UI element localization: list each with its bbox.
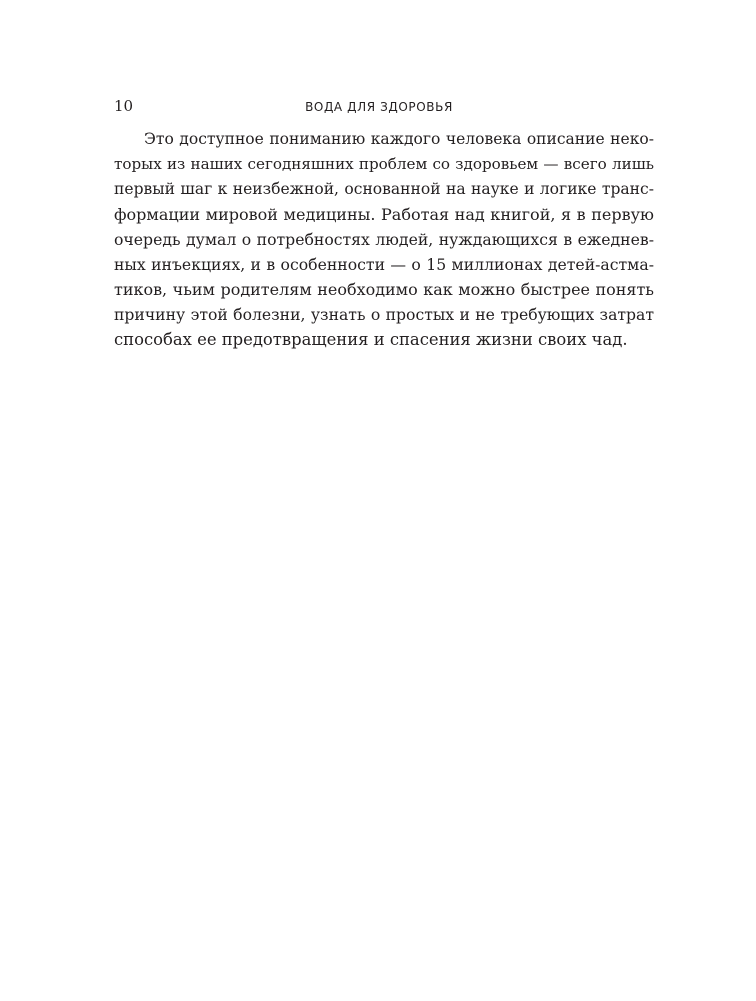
- paragraph-line: тиков, чьим родителям необходимо как можно быстрее понять: [114, 280, 654, 299]
- running-head: [114, 96, 644, 116]
- paragraph-line: причину этой болезни, узнать о простых и не требующих затрат: [114, 305, 654, 324]
- paragraph-line: очередь думал о потребностях людей, нуждающихся в ежеднев-: [114, 230, 654, 249]
- paragraph-line: способах ее предотвращения и спасения жизни своих чад.: [114, 330, 628, 349]
- paragraph-line: торых из наших сегодняшних проблем со здоровьем — всего лишь: [114, 155, 654, 173]
- body-paragraph: [114, 127, 654, 352]
- book-title: ВОДА ДЛЯ ЗДОРОВЬЯ: [305, 100, 453, 114]
- paragraph-line: Это доступное пониманию каждого человека описание неко-: [144, 130, 654, 148]
- paragraph-line: ных инъекциях, и в особенности — о 15 миллионах детей-астма-: [114, 255, 654, 274]
- page-number: 10: [114, 97, 134, 115]
- paragraph-line: формации мировой медицины. Работая над книгой, я в первую: [114, 205, 654, 224]
- paragraph-line: первый шаг к неизбежной, основанной на науке и логике транс-: [114, 180, 654, 198]
